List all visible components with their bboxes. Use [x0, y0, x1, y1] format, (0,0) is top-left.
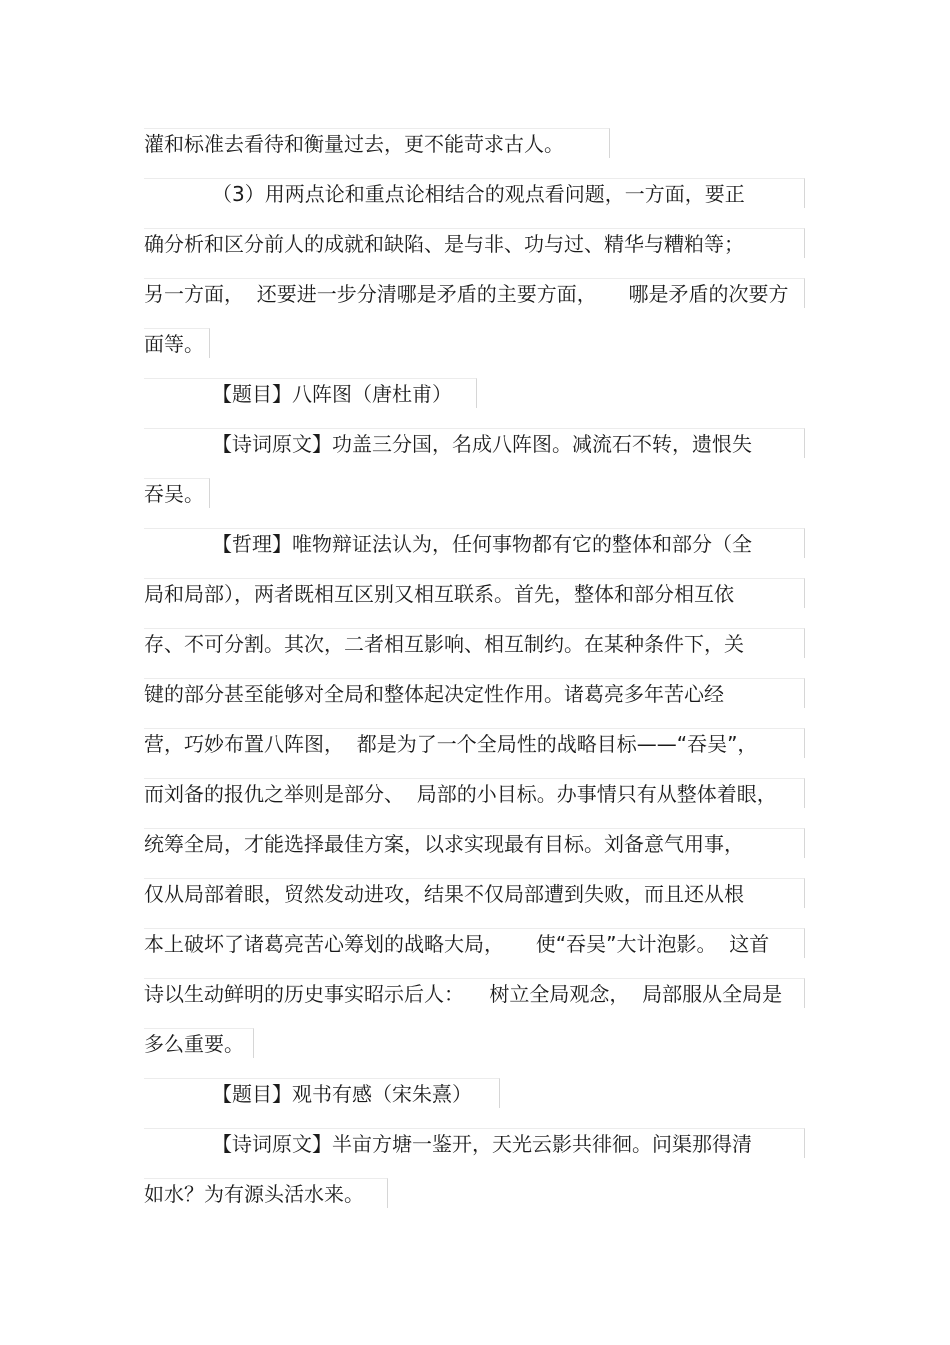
poem-text-line: 【诗词原文】半亩方塘一鉴开，天光云影共徘徊。问渠那得清: [144, 1128, 805, 1158]
poem-text-line: 如水？为有源头活水来。: [144, 1178, 388, 1208]
text-line: 灌和标准去看待和衡量过去，更不能苛求古人。: [144, 128, 610, 158]
philosophy-line: 本上破坏了诸葛亮苦心筹划的战略大局， 使“吞吴”大计泡影。 这首: [144, 928, 805, 958]
philosophy-line: 键的部分甚至能够对全局和整体起决定性作用。诸葛亮多年苦心经: [144, 678, 805, 708]
philosophy-line: 存、不可分割。其次，二者相互影响、相互制约。在某种条件下，关: [144, 628, 805, 658]
poem-text-line: 吞吴。: [144, 478, 210, 508]
poem-title: 【题目】观书有感（宋朱熹）: [144, 1078, 500, 1108]
text-line: 另一方面， 还要进一步分清哪是矛盾的主要方面， 哪是矛盾的次要方: [144, 278, 805, 308]
text-line: （3）用两点论和重点论相结合的观点看问题，一方面，要正: [144, 178, 805, 208]
philosophy-line: 多么重要。: [144, 1028, 254, 1058]
poem-text-line: 【诗词原文】功盖三分国，名成八阵图。减流石不转，遗恨失: [144, 428, 805, 458]
philosophy-line: 【哲理】唯物辩证法认为，任何事物都有它的整体和部分（全: [144, 528, 805, 558]
text-line: 面等。: [144, 328, 210, 358]
philosophy-line: 而刘备的报仇之举则是部分、 局部的小目标。办事情只有从整体着眼，: [144, 778, 805, 808]
philosophy-line: 仅从局部着眼，贸然发动进攻，结果不仅局部遭到失败，而且还从根: [144, 878, 805, 908]
text-line: 确分析和区分前人的成就和缺陷、是与非、功与过、精华与糟粕等；: [144, 228, 805, 258]
philosophy-line: 统筹全局，才能选择最佳方案，以求实现最有目标。刘备意气用事，: [144, 828, 805, 858]
poem-title: 【题目】八阵图（唐杜甫）: [144, 378, 477, 408]
philosophy-line: 营，巧妙布置八阵图， 都是为了一个全局性的战略目标——“吞吴”，: [144, 728, 805, 758]
philosophy-line: 诗以生动鲜明的历史事实昭示后人： 树立全局观念， 局部服从全局是: [144, 978, 805, 1008]
philosophy-line: 局和局部），两者既相互区别又相互联系。首先，整体和部分相互依: [144, 578, 805, 608]
